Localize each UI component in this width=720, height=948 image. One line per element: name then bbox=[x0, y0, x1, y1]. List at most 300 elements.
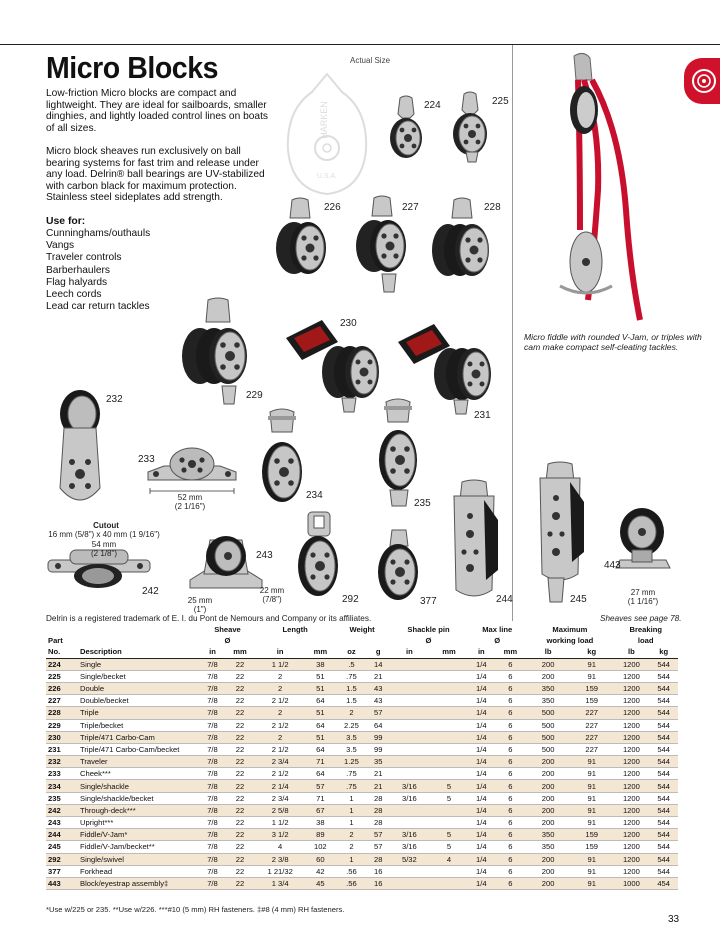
description-cell: Fiddle/V-Jam/becket** bbox=[80, 842, 155, 852]
value-cell: 544 bbox=[657, 671, 670, 681]
part-number-cell: 226 bbox=[48, 684, 61, 694]
value-cell: 7/8 bbox=[207, 830, 218, 840]
value-cell: 71 bbox=[316, 757, 325, 767]
description-cell: Triple bbox=[80, 708, 99, 718]
block-377-image bbox=[376, 528, 422, 602]
label-225: 225 bbox=[492, 96, 509, 107]
table-row bbox=[46, 768, 678, 780]
value-cell bbox=[389, 731, 430, 743]
value-cell: 227 bbox=[585, 744, 599, 754]
value-cell: 2 5/8 bbox=[271, 805, 289, 815]
value-cell: 35 bbox=[373, 757, 383, 767]
value-cell: 544 bbox=[657, 696, 670, 706]
value-cell: 21 bbox=[373, 671, 383, 681]
footnote: *Use w/225 or 235. **Use w/226. ***#10 (5 mm) RH fasteners. ‡#8 (4 mm) RH fasteners. bbox=[46, 905, 345, 914]
part-number-cell: 235 bbox=[48, 793, 61, 803]
value-cell: 22 bbox=[235, 732, 245, 742]
unit-header: in bbox=[255, 646, 305, 658]
value-cell: 3/16 bbox=[401, 793, 417, 803]
use-for-list bbox=[46, 228, 150, 313]
value-cell: 544 bbox=[657, 842, 670, 852]
value-cell: 6 bbox=[508, 732, 513, 742]
value-cell: 350 bbox=[541, 684, 555, 694]
table-row bbox=[46, 731, 678, 743]
part-number-cell: 231 bbox=[48, 744, 61, 754]
value-cell: 1.5 bbox=[346, 684, 357, 694]
value-cell: 64 bbox=[316, 744, 325, 754]
value-cell: 71 bbox=[316, 793, 325, 803]
table-header bbox=[46, 624, 678, 658]
value-cell: 544 bbox=[657, 744, 670, 754]
value-cell: 64 bbox=[316, 696, 325, 706]
value-cell: 544 bbox=[657, 732, 670, 742]
see-page-note: Sheaves see page 78. bbox=[600, 614, 682, 623]
value-cell: 1.5 bbox=[346, 696, 357, 706]
value-cell bbox=[430, 865, 468, 877]
value-cell: 1200 bbox=[622, 732, 640, 742]
value-cell: 6 bbox=[508, 659, 513, 669]
description-cell: Double bbox=[80, 684, 105, 694]
unit-header: mm bbox=[430, 646, 468, 658]
value-cell: 7/8 bbox=[207, 732, 218, 742]
value-cell bbox=[430, 743, 468, 755]
part-number-cell: 233 bbox=[48, 769, 61, 779]
value-cell: 22 bbox=[235, 684, 245, 694]
use-for-heading: Use for: bbox=[46, 216, 86, 227]
value-cell: 1 bbox=[349, 793, 354, 803]
block-245-image bbox=[532, 462, 588, 608]
part-number-cell: 234 bbox=[48, 781, 61, 791]
value-cell: 91 bbox=[587, 659, 596, 669]
value-cell: 1200 bbox=[622, 757, 640, 767]
value-cell: 1200 bbox=[622, 818, 640, 828]
description-cell: Double/becket bbox=[80, 696, 129, 706]
table-row bbox=[46, 792, 678, 804]
value-cell: 7/8 bbox=[207, 866, 218, 876]
value-cell: 99 bbox=[373, 744, 383, 754]
label-243: 243 bbox=[256, 550, 273, 561]
value-cell: 544 bbox=[657, 805, 670, 815]
value-cell: 227 bbox=[585, 720, 599, 730]
value-cell: 2 bbox=[349, 830, 354, 840]
value-cell: 5 bbox=[446, 781, 452, 791]
page-title: Micro Blocks bbox=[46, 50, 218, 85]
value-cell bbox=[389, 743, 430, 755]
value-cell: 28 bbox=[373, 854, 383, 864]
value-cell: 3/16 bbox=[401, 830, 417, 840]
value-cell: 6 bbox=[508, 818, 513, 828]
label-230: 230 bbox=[340, 318, 357, 329]
unit-header: kg bbox=[570, 646, 614, 658]
value-cell bbox=[389, 804, 430, 816]
value-cell: 159 bbox=[585, 830, 599, 840]
value-cell: 1/4 bbox=[476, 781, 487, 791]
value-cell: 3/16 bbox=[401, 781, 417, 791]
value-cell: 1/4 bbox=[476, 708, 487, 718]
value-cell: 454 bbox=[657, 879, 670, 889]
label-231: 231 bbox=[474, 410, 491, 421]
value-cell: 38 bbox=[316, 818, 325, 828]
value-cell: 6 bbox=[508, 671, 513, 681]
value-cell: 1200 bbox=[622, 830, 640, 840]
photo-caption: Micro fiddle with rounded V-Jam, or triples with cam make compact self-cleating tackles. bbox=[524, 332, 702, 353]
table-row bbox=[46, 743, 678, 755]
value-cell: 1/4 bbox=[476, 879, 487, 889]
label-227: 227 bbox=[402, 202, 419, 213]
value-cell: 91 bbox=[587, 805, 596, 815]
value-cell: 200 bbox=[541, 793, 555, 803]
value-cell: 1/4 bbox=[476, 866, 487, 876]
description-cell: Single bbox=[80, 659, 102, 669]
unit-header: in bbox=[468, 646, 494, 658]
unit-header: lb bbox=[613, 646, 649, 658]
label-229: 229 bbox=[246, 390, 263, 401]
value-cell: 227 bbox=[585, 708, 599, 718]
value-cell: 2.25 bbox=[344, 720, 359, 730]
description-cell: Upright*** bbox=[80, 818, 114, 828]
header-shackle-pin: Shackle pin bbox=[407, 625, 450, 635]
value-cell: 57 bbox=[373, 708, 383, 718]
value-cell: 6 bbox=[508, 720, 513, 730]
value-cell: 6 bbox=[508, 708, 513, 718]
value-cell: 22 bbox=[235, 879, 245, 889]
value-cell: 6 bbox=[508, 684, 513, 694]
value-cell: 38 bbox=[316, 659, 325, 669]
table-row bbox=[46, 877, 678, 889]
value-cell: 544 bbox=[657, 757, 670, 767]
value-cell bbox=[389, 877, 430, 889]
value-cell: 200 bbox=[541, 866, 555, 876]
unit-header: in bbox=[389, 646, 430, 658]
intro-paragraph-bearings: Micro block sheaves run exclusively on ball bearing systems for fast trim and release under any load. Delrin® ball bearings are UV-stabilized with carbon black for maximum protection. Stainless steel sideplates add strength. bbox=[46, 146, 265, 204]
value-cell: 544 bbox=[657, 793, 670, 803]
value-cell: 45 bbox=[316, 879, 325, 889]
value-cell: 91 bbox=[587, 793, 596, 803]
header-max-line: Max line bbox=[482, 625, 513, 635]
value-cell: 227 bbox=[585, 732, 599, 742]
value-cell: 42 bbox=[316, 866, 325, 876]
value-cell bbox=[430, 804, 468, 816]
actual-size-outline-drawing bbox=[282, 70, 372, 200]
value-cell: 7/8 bbox=[207, 793, 218, 803]
value-cell: 1/4 bbox=[476, 696, 487, 706]
value-cell: 7/8 bbox=[207, 781, 218, 791]
value-cell: 1200 bbox=[622, 781, 640, 791]
value-cell bbox=[389, 719, 430, 731]
value-cell: 91 bbox=[587, 818, 596, 828]
label-292: 292 bbox=[342, 594, 359, 605]
value-cell: 22 bbox=[235, 671, 245, 681]
value-cell: 1/4 bbox=[476, 830, 487, 840]
value-cell: 1200 bbox=[622, 744, 640, 754]
value-cell: 21 bbox=[373, 781, 383, 791]
value-cell: 500 bbox=[541, 708, 555, 718]
block-232-image bbox=[56, 388, 106, 512]
value-cell: 1.25 bbox=[344, 757, 359, 767]
value-cell: 22 bbox=[235, 866, 245, 876]
block-230-image bbox=[282, 316, 382, 416]
table-row bbox=[46, 670, 678, 682]
description-cell: Single/shackle bbox=[80, 781, 129, 791]
value-cell: 1/4 bbox=[476, 805, 487, 815]
value-cell: .5 bbox=[348, 659, 355, 669]
value-cell: 3 1/2 bbox=[271, 830, 289, 840]
unit-header: mm bbox=[305, 646, 335, 658]
value-cell: 350 bbox=[541, 830, 555, 840]
value-cell bbox=[430, 658, 468, 670]
value-cell: 1/4 bbox=[476, 720, 487, 730]
value-cell: 22 bbox=[235, 854, 245, 864]
value-cell: 16 bbox=[373, 879, 383, 889]
value-cell: 1 3/4 bbox=[271, 879, 289, 889]
value-cell: 3.5 bbox=[346, 732, 357, 742]
value-cell: 350 bbox=[541, 842, 555, 852]
part-number-cell: 244 bbox=[48, 830, 61, 840]
block-235-image bbox=[376, 400, 420, 510]
part-number-cell: 242 bbox=[48, 805, 61, 815]
value-cell: .56 bbox=[346, 866, 357, 876]
value-cell: 57 bbox=[373, 830, 383, 840]
label-443: 443 bbox=[604, 560, 621, 571]
value-cell: 57 bbox=[316, 781, 325, 791]
intro-paragraph: Low-friction Micro blocks are compact and lightweight. They are ideal for sailboards, smaller dinghies, and lightly loaded control lines on boats of all sizes. bbox=[46, 88, 269, 134]
value-cell: 22 bbox=[235, 708, 245, 718]
value-cell: 7/8 bbox=[207, 744, 218, 754]
value-cell: 7/8 bbox=[207, 720, 218, 730]
specification-table bbox=[46, 624, 678, 890]
value-cell: 51 bbox=[316, 708, 325, 718]
value-cell bbox=[430, 707, 468, 719]
value-cell bbox=[430, 768, 468, 780]
value-cell: 1 1/2 bbox=[271, 659, 289, 669]
watermark-text: HARKEN bbox=[319, 101, 329, 139]
value-cell: 200 bbox=[541, 854, 555, 864]
header-breaking-load: Breaking bbox=[629, 625, 662, 635]
value-cell: 1/4 bbox=[476, 671, 487, 681]
block-244-image bbox=[446, 480, 502, 604]
value-cell: 2 bbox=[278, 732, 283, 742]
label-242: 242 bbox=[142, 586, 159, 597]
dimension-443: 27 mm (1 1/16") bbox=[627, 588, 659, 606]
value-cell: 1 21/32 bbox=[267, 866, 293, 876]
value-cell: 102 bbox=[313, 842, 327, 852]
unit-header: kg bbox=[649, 646, 678, 658]
value-cell: 6 bbox=[508, 696, 513, 706]
value-cell: 22 bbox=[235, 720, 245, 730]
value-cell: 1200 bbox=[622, 769, 640, 779]
value-cell: 1/4 bbox=[476, 842, 487, 852]
description-cell: Triple/471 Carbo-Cam/becket bbox=[80, 744, 180, 754]
part-number-cell: 292 bbox=[48, 854, 61, 864]
value-cell: 1/4 bbox=[476, 757, 487, 767]
label-234: 234 bbox=[306, 490, 323, 501]
value-cell bbox=[430, 719, 468, 731]
value-cell: 6 bbox=[508, 757, 513, 767]
value-cell: 159 bbox=[585, 696, 599, 706]
value-cell: 67 bbox=[316, 805, 325, 815]
value-cell bbox=[430, 670, 468, 682]
value-cell: 6 bbox=[508, 879, 513, 889]
value-cell: 500 bbox=[541, 744, 555, 754]
part-number-cell: 224 bbox=[48, 659, 61, 669]
value-cell: 3/16 bbox=[401, 842, 417, 852]
value-cell: 544 bbox=[657, 818, 670, 828]
value-cell: 89 bbox=[316, 830, 325, 840]
value-cell: 1/4 bbox=[476, 854, 487, 864]
value-cell: 1/4 bbox=[476, 684, 487, 694]
block-224-image bbox=[388, 96, 424, 160]
value-cell bbox=[430, 682, 468, 694]
label-244: 244 bbox=[496, 594, 513, 605]
value-cell: 99 bbox=[373, 732, 383, 742]
value-cell: 2 bbox=[278, 684, 283, 694]
value-cell bbox=[430, 695, 468, 707]
value-cell: 544 bbox=[657, 659, 670, 669]
header-breaking-load-sub: load bbox=[637, 636, 654, 646]
value-cell: 200 bbox=[541, 757, 555, 767]
value-cell: 544 bbox=[657, 854, 670, 864]
value-cell: 159 bbox=[585, 842, 599, 852]
label-228: 228 bbox=[484, 202, 501, 213]
description-cell: Traveler bbox=[80, 757, 108, 767]
value-cell: 2 bbox=[278, 671, 283, 681]
value-cell: 64 bbox=[316, 769, 325, 779]
value-cell: 22 bbox=[235, 659, 245, 669]
value-cell: 350 bbox=[541, 696, 555, 706]
table-row bbox=[46, 853, 678, 865]
value-cell: 1200 bbox=[622, 793, 640, 803]
value-cell: 91 bbox=[587, 671, 596, 681]
part-number-cell: 225 bbox=[48, 671, 61, 681]
value-cell: 60 bbox=[316, 854, 325, 864]
label-226: 226 bbox=[324, 202, 341, 213]
value-cell: 200 bbox=[541, 879, 555, 889]
value-cell: 1/4 bbox=[476, 769, 487, 779]
table-row bbox=[46, 829, 678, 841]
value-cell: 91 bbox=[587, 757, 596, 767]
block-443-image bbox=[612, 506, 674, 586]
value-cell: 159 bbox=[585, 684, 599, 694]
label-377: 377 bbox=[420, 596, 437, 607]
value-cell: 2 bbox=[278, 708, 283, 718]
value-cell: 6 bbox=[508, 866, 513, 876]
value-cell bbox=[430, 731, 468, 743]
value-cell: 1200 bbox=[622, 684, 640, 694]
cutout-size: 16 mm (5/8") x 40 mm (1 9/16") bbox=[48, 530, 160, 539]
value-cell: 2 3/8 bbox=[271, 854, 289, 864]
value-cell bbox=[430, 756, 468, 768]
value-cell: 2 bbox=[349, 708, 354, 718]
header-shackle-pin-sub: Ø bbox=[425, 636, 432, 646]
header-length: Length bbox=[282, 625, 308, 635]
label-245: 245 bbox=[570, 594, 587, 605]
dimension-233: 52 mm (2 1/16") bbox=[174, 493, 206, 511]
part-number-cell: 230 bbox=[48, 732, 61, 742]
value-cell: 200 bbox=[541, 781, 555, 791]
value-cell: 16 bbox=[373, 866, 383, 876]
value-cell: 6 bbox=[508, 793, 513, 803]
cutout-heading: Cutout bbox=[93, 521, 119, 530]
value-cell: 200 bbox=[541, 769, 555, 779]
dimension-242: 54 mm (2 1/8") bbox=[91, 540, 117, 558]
value-cell: 22 bbox=[235, 781, 245, 791]
description-cell: Through-deck*** bbox=[80, 805, 136, 815]
table-row bbox=[46, 682, 678, 694]
value-cell: 28 bbox=[373, 805, 383, 815]
value-cell: 3.5 bbox=[346, 744, 357, 754]
value-cell: 4 bbox=[446, 854, 452, 864]
value-cell: 6 bbox=[508, 781, 513, 791]
page-number: 33 bbox=[668, 914, 680, 925]
value-cell: 91 bbox=[587, 769, 596, 779]
value-cell: 500 bbox=[541, 720, 555, 730]
value-cell: 22 bbox=[235, 696, 245, 706]
value-cell: 544 bbox=[657, 684, 670, 694]
value-cell bbox=[389, 817, 430, 829]
description-cell: Single/becket bbox=[80, 671, 126, 681]
value-cell: 22 bbox=[235, 830, 245, 840]
value-cell: 6 bbox=[508, 805, 513, 815]
table-row bbox=[46, 658, 678, 670]
header-max-working-load: Maximum bbox=[552, 625, 588, 635]
value-cell: 2 1/2 bbox=[271, 696, 289, 706]
value-cell: 21 bbox=[373, 769, 383, 779]
part-number-cell: 227 bbox=[48, 696, 61, 706]
value-cell: 6 bbox=[508, 744, 513, 754]
unit-header: in bbox=[200, 646, 225, 658]
table-body bbox=[46, 658, 678, 890]
description-cell: Cheek*** bbox=[80, 769, 111, 779]
value-cell bbox=[389, 670, 430, 682]
value-cell: 64 bbox=[316, 720, 325, 730]
part-number-cell: 377 bbox=[48, 866, 61, 876]
watermark-text-2: U.S.A. bbox=[316, 173, 338, 180]
value-cell: 22 bbox=[235, 744, 245, 754]
value-cell: 200 bbox=[541, 818, 555, 828]
dimension-243-height: 22 mm (7/8") bbox=[259, 586, 285, 604]
header-sheave-sub: Ø bbox=[224, 636, 231, 646]
value-cell: 5 bbox=[446, 830, 452, 840]
unit-header: mm bbox=[225, 646, 255, 658]
label-235: 235 bbox=[414, 498, 431, 509]
table-row bbox=[46, 756, 678, 768]
value-cell: 1000 bbox=[622, 879, 640, 889]
value-cell: 7/8 bbox=[207, 818, 218, 828]
table-row bbox=[46, 707, 678, 719]
unit-header: g bbox=[368, 646, 389, 658]
label-224: 224 bbox=[424, 100, 441, 111]
value-cell: .56 bbox=[346, 879, 357, 889]
value-cell bbox=[389, 865, 430, 877]
description-cell: Triple/471 Carbo-Cam bbox=[80, 732, 155, 742]
block-234-image bbox=[258, 410, 306, 506]
value-cell: 28 bbox=[373, 818, 383, 828]
value-cell: 7/8 bbox=[207, 805, 218, 815]
table-row bbox=[46, 780, 678, 792]
value-cell: 2 bbox=[349, 842, 354, 852]
header-sheave: Sheave bbox=[214, 625, 241, 635]
value-cell: 1200 bbox=[622, 854, 640, 864]
trademark-note: Delrin is a registered trademark of E. I. du Pont de Nemours and Company or its affiliates. bbox=[46, 614, 372, 623]
value-cell: 14 bbox=[373, 659, 383, 669]
value-cell: 544 bbox=[657, 866, 670, 876]
header-max-line-sub: Ø bbox=[494, 636, 501, 646]
value-cell: 544 bbox=[657, 708, 670, 718]
value-cell: 1200 bbox=[622, 805, 640, 815]
value-cell: 2 3/4 bbox=[271, 793, 289, 803]
value-cell: .75 bbox=[346, 671, 357, 681]
value-cell: 1200 bbox=[622, 720, 640, 730]
